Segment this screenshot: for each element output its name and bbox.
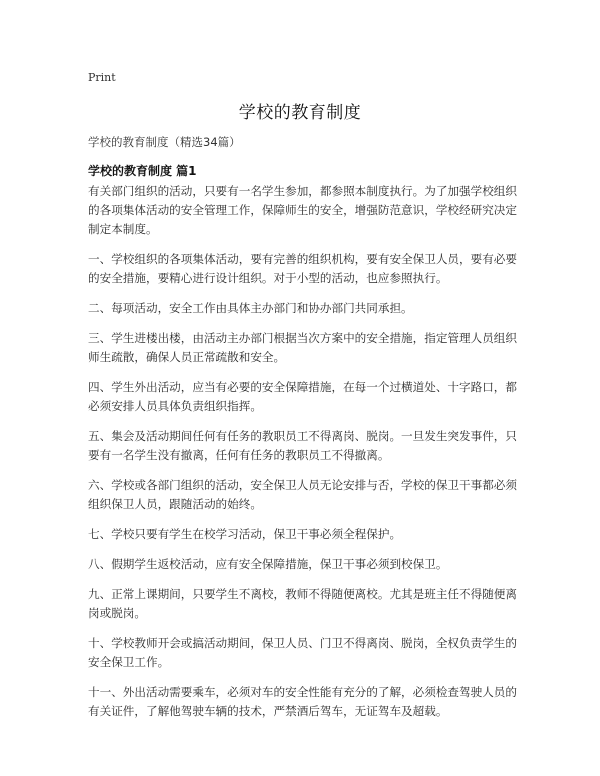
paragraph-rule-7: 七、学校只要有学生在校学习活动，保卫干事必须全程保护。 bbox=[88, 527, 402, 541]
paragraph-rule-6: 六、学校或各部门组织的活动，安全保卫人员无论安排与否，学校的保卫干事都必须组织保卫人员，跟随活动的始终。 bbox=[88, 478, 517, 511]
document-title: 学校的教育制度 bbox=[238, 103, 362, 123]
paragraph-rule-11: 十一、外出活动需要乘车，必须对车的安全性能有充分的了解，必须检查驾驶人员的有关证件，了解他驾驶车辆的技术，严禁酒后驾车，无证驾车及超载。 bbox=[88, 685, 517, 718]
paragraph-rule-10: 十、学校教师开会或搞活动期间，保卫人员、门卫不得离岗、脱岗，全权负责学生的安全保卫工作。 bbox=[88, 636, 517, 669]
paragraph-rule-8: 八、假期学生返校活动，应有安全保障措施，保卫干事必须到校保卫。 bbox=[88, 557, 448, 571]
document-subtitle: 学校的教育制度（精选34篇） bbox=[88, 135, 241, 149]
paragraph-rule-5: 五、集会及活动期间任何有任务的教职员工不得离岗、脱岗。一旦发生突发事件，只要有一名学生没有撤离，任何有任务的教职员工不得撤离。 bbox=[88, 429, 517, 462]
paragraph-rule-4: 四、学生外出活动，应当有必要的安全保障措施，在每一个过横道处、十字路口，都必须安排人员具体负责组织指挥。 bbox=[88, 380, 517, 413]
paragraph-intro: 有关部门组织的活动，只要有一名学生参加，都参照本制度执行。为了加强学校组织的各项集体活动的安全管理工作，保障师生的安全，增强防范意识，学校经研究决定制定本制度。 bbox=[88, 184, 517, 236]
paragraph-rule-9: 九、正常上课期间，只要学生不离校，教师不得随便离校。尤其是班主任不得随便离岗或脱岗。 bbox=[88, 587, 517, 620]
document-body bbox=[88, 182, 520, 732]
paragraph-rule-1: 一、学校组织的各项集体活动，要有完善的组织机构，要有安全保卫人员，要有必要的安全措施，要精心进行设计组织。对于小型的活动，也应参照执行。 bbox=[88, 252, 517, 285]
section-heading: 学校的教育制度 篇1 bbox=[88, 164, 197, 178]
paragraph-rule-2: 二、每项活动，安全工作由具体主办部门和协办部门共同承担。 bbox=[88, 301, 413, 315]
paragraph-rule-3: 三、学生进楼出楼，由活动主办部门根据当次方案中的安全措施，指定管理人员组织师生疏散，确保人员正常疏散和安全。 bbox=[88, 331, 517, 364]
print-link[interactable]: Print bbox=[88, 71, 116, 84]
